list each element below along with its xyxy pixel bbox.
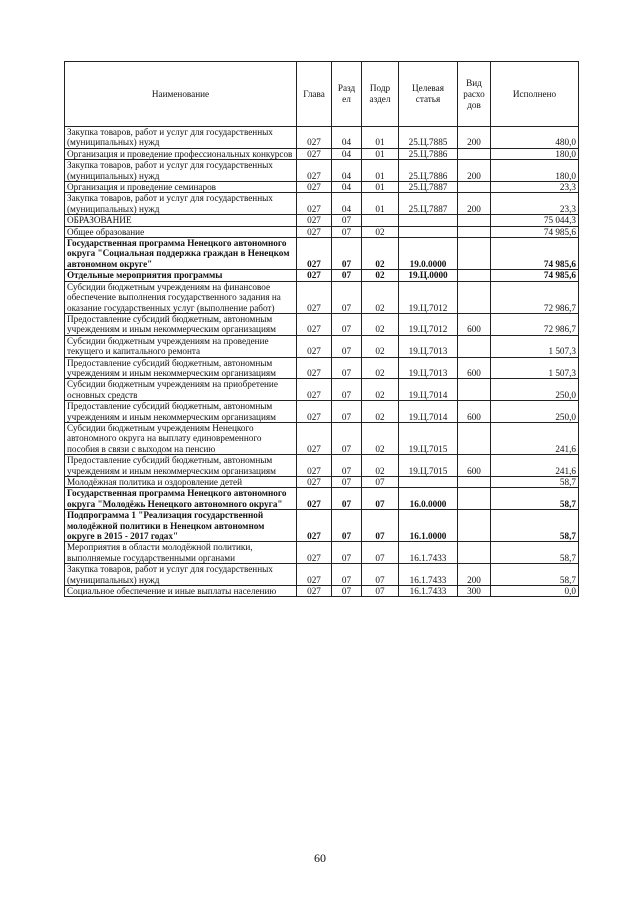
row-name: Государственная программа Ненецкого автономного округа "Социальная поддержка граждан в Ненецком автономном округе": [65, 238, 297, 270]
row-name: Общее образование: [65, 226, 297, 237]
row-executed: 23,3: [491, 193, 579, 215]
row-chapter: 027: [297, 148, 332, 159]
row-section: 07: [332, 226, 362, 237]
table-row: [65, 510, 579, 542]
row-name: Организация и проведение профессиональных конкурсов: [65, 148, 297, 159]
row-target: 16.1.7433: [399, 586, 458, 597]
row-name: Субсидии бюджетным учреждениям на финансовое обеспечение выполнения государственного задания на оказание государственных услуг (выполнение работ): [65, 281, 297, 313]
row-section: 07: [332, 335, 362, 357]
table-row: [65, 226, 579, 237]
row-name: Закупка товаров, работ и услуг для государственных (муниципальных) нужд: [65, 564, 297, 586]
row-target: 25.Ц.7887: [399, 193, 458, 215]
table-row: [65, 455, 579, 477]
table-row: [65, 193, 579, 215]
row-section: 04: [332, 193, 362, 215]
row-name: Мероприятия в области молодёжной политики, выполняемые государственными органами: [65, 542, 297, 564]
row-subsection: 02: [362, 238, 399, 270]
row-subsection: 01: [362, 193, 399, 215]
row-subsection: 02: [362, 270, 399, 281]
row-section: 07: [332, 422, 362, 454]
row-chapter: 027: [297, 335, 332, 357]
row-expense-type: [458, 226, 491, 237]
row-chapter: 027: [297, 357, 332, 379]
row-expense-type: [458, 182, 491, 193]
row-section: 04: [332, 148, 362, 159]
page-number: 60: [314, 851, 326, 865]
table-row: [65, 401, 579, 423]
row-section: 07: [332, 586, 362, 597]
row-executed: 180,0: [491, 148, 579, 159]
row-target: 19.Ц.0000: [399, 270, 458, 281]
row-chapter: 027: [297, 542, 332, 564]
row-executed: 250,0: [491, 379, 579, 401]
row-name: Субсидии бюджетным учреждениям Ненецкого автономного округа на выплату единовременного пособия в связи с выходом на пенсию: [65, 422, 297, 454]
row-name: Отдельные мероприятия программы: [65, 270, 297, 281]
row-executed: 0,0: [491, 586, 579, 597]
row-subsection: [362, 215, 399, 226]
row-chapter: 027: [297, 477, 332, 488]
row-executed: 74 985,6: [491, 270, 579, 281]
row-subsection: 02: [362, 455, 399, 477]
row-expense-type: [458, 148, 491, 159]
row-chapter: 027: [297, 379, 332, 401]
row-chapter: 027: [297, 586, 332, 597]
row-expense-type: 600: [458, 313, 491, 335]
row-target: 19.Ц.7014: [399, 379, 458, 401]
row-section: 07: [332, 379, 362, 401]
row-expense-type: 300: [458, 586, 491, 597]
row-executed: 72 986,7: [491, 313, 579, 335]
row-expense-type: 600: [458, 357, 491, 379]
row-chapter: 027: [297, 127, 332, 149]
row-executed: 74 985,6: [491, 238, 579, 270]
table-row: [65, 215, 579, 226]
row-target: 16.0.0000: [399, 488, 458, 510]
row-name: Субсидии бюджетным учреждениям на приобретение основных средств: [65, 379, 297, 401]
row-chapter: 027: [297, 401, 332, 423]
row-name: ОБРАЗОВАНИЕ: [65, 215, 297, 226]
row-chapter: 027: [297, 160, 332, 182]
row-target: 19.Ц.7013: [399, 357, 458, 379]
row-executed: 250,0: [491, 401, 579, 423]
table-row: [65, 127, 579, 149]
row-chapter: 027: [297, 510, 332, 542]
row-section: 07: [332, 270, 362, 281]
row-target: 19.Ц.7013: [399, 335, 458, 357]
table-row: [65, 160, 579, 182]
row-target: 25.Ц.7887: [399, 182, 458, 193]
row-target: [399, 215, 458, 226]
row-expense-type: [458, 281, 491, 313]
table-row: [65, 422, 579, 454]
header-name: Наименование: [65, 62, 297, 127]
header-chapter: Глава: [297, 62, 332, 127]
table-row: [65, 477, 579, 488]
row-expense-type: [458, 542, 491, 564]
row-expense-type: 200: [458, 127, 491, 149]
table-row: [65, 148, 579, 159]
row-subsection: 02: [362, 379, 399, 401]
row-expense-type: [458, 270, 491, 281]
row-subsection: 07: [362, 542, 399, 564]
table-row: [65, 182, 579, 193]
row-subsection: 01: [362, 148, 399, 159]
row-chapter: 027: [297, 270, 332, 281]
row-name: Закупка товаров, работ и услуг для государственных (муниципальных) нужд: [65, 160, 297, 182]
row-executed: 58,7: [491, 477, 579, 488]
row-name: Государственная программа Ненецкого автономного округа "Молодёжь Ненецкого автономного округа": [65, 488, 297, 510]
row-target: [399, 226, 458, 237]
row-target: 25.Ц.7886: [399, 148, 458, 159]
row-subsection: 07: [362, 564, 399, 586]
row-chapter: 027: [297, 422, 332, 454]
row-subsection: 02: [362, 422, 399, 454]
row-executed: 180,0: [491, 160, 579, 182]
row-chapter: 027: [297, 182, 332, 193]
row-section: 07: [332, 281, 362, 313]
row-executed: 480,0: [491, 127, 579, 149]
table-row: [65, 564, 579, 586]
table-row: [65, 281, 579, 313]
table-row: [65, 379, 579, 401]
row-executed: 58,7: [491, 488, 579, 510]
row-name: Закупка товаров, работ и услуг для государственных (муниципальных) нужд: [65, 193, 297, 215]
row-target: 19.Ц.7012: [399, 313, 458, 335]
row-section: 04: [332, 127, 362, 149]
row-subsection: 07: [362, 510, 399, 542]
header-subsection: Подр аздел: [362, 62, 399, 127]
row-section: 07: [332, 488, 362, 510]
row-executed: 74 985,6: [491, 226, 579, 237]
row-section: 07: [332, 357, 362, 379]
row-executed: 75 044,3: [491, 215, 579, 226]
table-row: [65, 542, 579, 564]
row-name: Закупка товаров, работ и услуг для государственных (муниципальных) нужд: [65, 127, 297, 149]
row-subsection: 02: [362, 357, 399, 379]
row-section: 07: [332, 455, 362, 477]
row-target: 19.Ц.7014: [399, 401, 458, 423]
row-executed: 58,7: [491, 510, 579, 542]
row-subsection: 01: [362, 127, 399, 149]
table-row: [65, 357, 579, 379]
row-executed: 1 507,3: [491, 357, 579, 379]
row-executed: 58,7: [491, 564, 579, 586]
table-header-row: [65, 62, 579, 127]
row-section: 07: [332, 477, 362, 488]
row-expense-type: [458, 379, 491, 401]
row-chapter: 027: [297, 238, 332, 270]
row-expense-type: 200: [458, 160, 491, 182]
row-executed: 241,6: [491, 422, 579, 454]
row-chapter: 027: [297, 488, 332, 510]
row-expense-type: [458, 422, 491, 454]
row-target: 19.0.0000: [399, 238, 458, 270]
row-name: Предоставление субсидий бюджетным, автономным учреждениям и иным некоммерческим организациям: [65, 455, 297, 477]
row-expense-type: 200: [458, 193, 491, 215]
row-target: 19.Ц.7015: [399, 422, 458, 454]
row-executed: 23,3: [491, 182, 579, 193]
header-expense-type: Вид расхо дов: [458, 62, 491, 127]
table-row: [65, 586, 579, 597]
row-subsection: 02: [362, 226, 399, 237]
row-subsection: 02: [362, 313, 399, 335]
row-name: Молодёжная политика и оздоровление детей: [65, 477, 297, 488]
row-expense-type: [458, 510, 491, 542]
row-subsection: 07: [362, 477, 399, 488]
table-row: [65, 313, 579, 335]
row-name: Предоставление субсидий бюджетным, автономным учреждениям и иным некоммерческим организациям: [65, 357, 297, 379]
row-subsection: 02: [362, 335, 399, 357]
row-section: 04: [332, 182, 362, 193]
row-chapter: 027: [297, 226, 332, 237]
row-name: Организация и проведение семинаров: [65, 182, 297, 193]
row-name: Предоставление субсидий бюджетным, автономным учреждениям и иным некоммерческим организациям: [65, 313, 297, 335]
row-name: Предоставление субсидий бюджетным, автономным учреждениям и иным некоммерческим организациям: [65, 401, 297, 423]
row-expense-type: [458, 477, 491, 488]
row-chapter: 027: [297, 455, 332, 477]
row-section: 07: [332, 215, 362, 226]
row-chapter: 027: [297, 281, 332, 313]
row-expense-type: 600: [458, 401, 491, 423]
row-name: Социальное обеспечение и иные выплаты населению: [65, 586, 297, 597]
row-chapter: 027: [297, 215, 332, 226]
row-subsection: 07: [362, 488, 399, 510]
table-row: [65, 488, 579, 510]
row-chapter: 027: [297, 313, 332, 335]
row-target: 19.Ц.7015: [399, 455, 458, 477]
row-name: Субсидии бюджетным учреждениям на проведение текущего и капитального ремонта: [65, 335, 297, 357]
row-expense-type: [458, 238, 491, 270]
row-target: 16.1.7433: [399, 542, 458, 564]
table-row: [65, 238, 579, 270]
row-section: 07: [332, 401, 362, 423]
row-subsection: 02: [362, 281, 399, 313]
row-section: 07: [332, 313, 362, 335]
header-executed: Исполнено: [491, 62, 579, 127]
row-target: [399, 477, 458, 488]
row-executed: 58,7: [491, 542, 579, 564]
row-target: 19.Ц.7012: [399, 281, 458, 313]
row-subsection: 02: [362, 401, 399, 423]
row-chapter: 027: [297, 193, 332, 215]
row-expense-type: [458, 215, 491, 226]
row-executed: 1 507,3: [491, 335, 579, 357]
row-section: 07: [332, 564, 362, 586]
row-section: 07: [332, 238, 362, 270]
header-target: Целевая статья: [399, 62, 458, 127]
row-expense-type: [458, 488, 491, 510]
row-target: 16.1.7433: [399, 564, 458, 586]
row-expense-type: [458, 335, 491, 357]
row-expense-type: 600: [458, 455, 491, 477]
row-name: Подпрограмма 1 "Реализация государственной молодёжной политики в Ненецком автономном округе в 2015 - 2017 годах": [65, 510, 297, 542]
row-chapter: 027: [297, 564, 332, 586]
row-subsection: 01: [362, 182, 399, 193]
budget-table: [64, 61, 579, 597]
row-target: 25.Ц.7885: [399, 127, 458, 149]
row-section: 07: [332, 542, 362, 564]
row-target: 16.1.0000: [399, 510, 458, 542]
row-expense-type: 200: [458, 564, 491, 586]
row-target: 25.Ц.7886: [399, 160, 458, 182]
row-executed: 241,6: [491, 455, 579, 477]
table-row: [65, 335, 579, 357]
row-subsection: 01: [362, 160, 399, 182]
row-section: 07: [332, 510, 362, 542]
row-subsection: 07: [362, 586, 399, 597]
header-section: Разд ел: [332, 62, 362, 127]
row-section: 04: [332, 160, 362, 182]
table-row: [65, 270, 579, 281]
row-executed: 72 986,7: [491, 281, 579, 313]
